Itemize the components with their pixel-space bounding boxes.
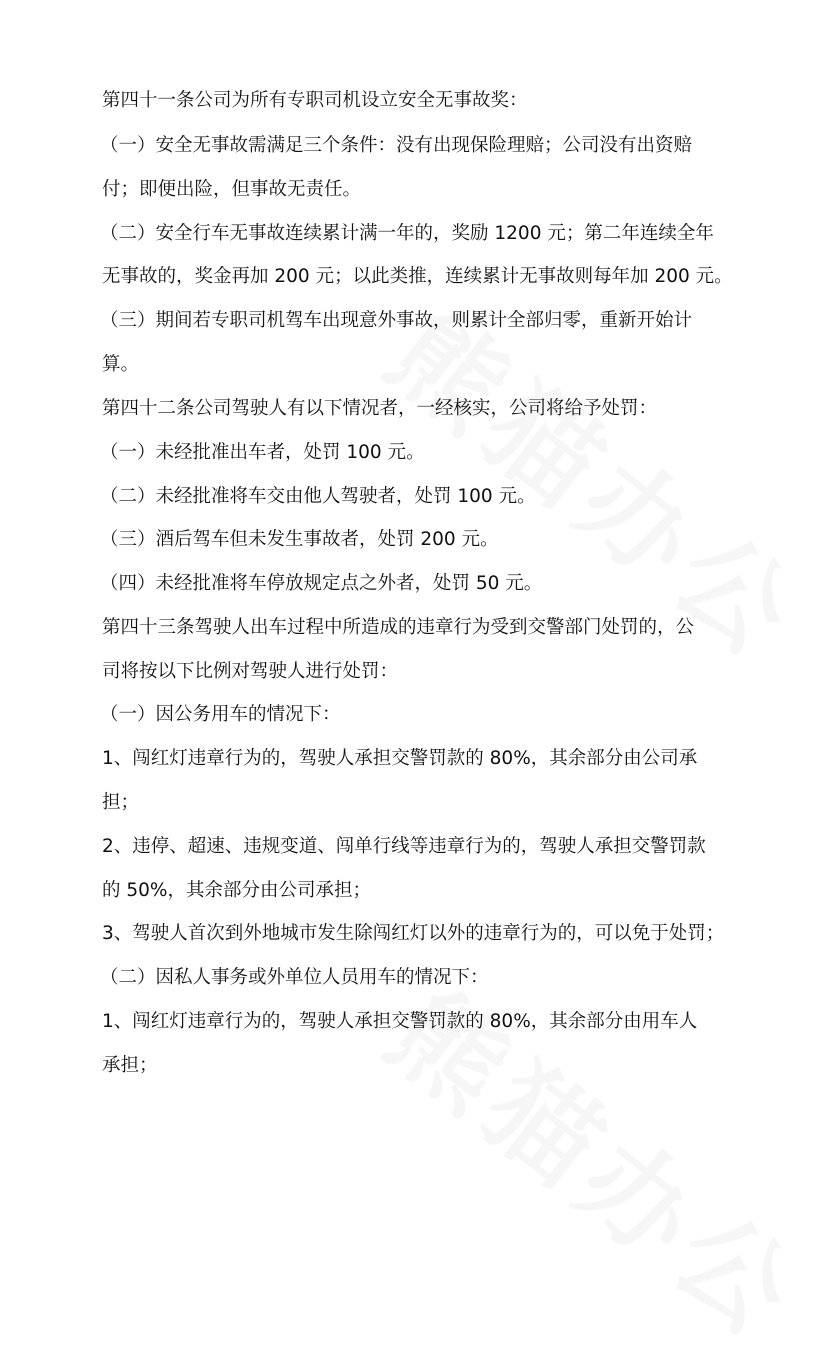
article-42-heading: 第四十二条公司驾驶人有以下情况者，一经核实，公司将给予处罚： (102, 398, 658, 419)
article-41-item-1-line-2: 付；即便出险，但事故无责任。 (102, 179, 362, 200)
article-43-s1-item-3: 3、驾驶人首次到外地城市发生除闯红灯以外的违章行为的，可以免于处罚； (102, 923, 725, 944)
article-42-item-1: （一）未经批准出车者，处罚 100 元。 (100, 442, 425, 463)
article-42-item-4: （四）未经批准将车停放规定点之外者，处罚 50 元。 (100, 573, 543, 594)
article-43-s1-item-1-line-1: 1、闯红灯违章行为的，驾驶人承担交警罚款的 80%，其余部分由公司承 (102, 748, 698, 769)
article-42-item-2: （二）未经批准将车交由他人驾驶者，处罚 100 元。 (100, 486, 536, 507)
article-43-s1-item-2-line-2: 的 50%，其余部分由公司承担； (102, 880, 372, 901)
article-43-heading-line-2: 司将按以下比例对驾驶人进行处罚： (102, 661, 399, 682)
article-41-item-1-line-1: （一）安全无事故需满足三个条件：没有出现保险理赔；公司没有出资赔 (100, 135, 693, 156)
article-43-s2-item-1-line-2: 承担； (102, 1055, 158, 1076)
article-43-section-2: （二）因私人事务或外单位人员用车的情况下： (100, 967, 489, 988)
article-41-item-3-line-2: 算。 (102, 354, 140, 375)
article-42-item-3: （三）酒后驾车但未发生事故者，处罚 200 元。 (100, 529, 499, 550)
article-43-s1-item-2-line-1: 2、违停、超速、违规变道、闯单行线等违章行为的，驾驶人承担交警罚款 (102, 836, 706, 857)
article-41-item-2-line-2: 无事故的，奖金再加 200 元；以此类推，连续累计无事故则每年加 200 元。 (102, 266, 733, 287)
article-41-item-2-line-1: （二）安全行车无事故连续累计满一年的，奖励 1200 元；第二年连续全年 (100, 223, 714, 244)
article-43-s1-item-1-line-2: 担； (102, 792, 140, 813)
article-41-item-3-line-1: （三）期间若专职司机驾车出现意外事故，则累计全部归零，重新开始计 (100, 310, 693, 331)
article-41-heading: 第四十一条公司为所有专职司机设立安全无事故奖： (102, 90, 528, 111)
article-43-section-1: （一）因公务用车的情况下： (100, 704, 341, 725)
article-43-heading-line-1: 第四十三条驾驶人出车过程中所造成的违章行为受到交警部门处罚的，公 (102, 617, 695, 638)
article-43-s2-item-1-line-1: 1、闯红灯违章行为的，驾驶人承担交警罚款的 80%，其余部分由用车人 (102, 1011, 698, 1032)
